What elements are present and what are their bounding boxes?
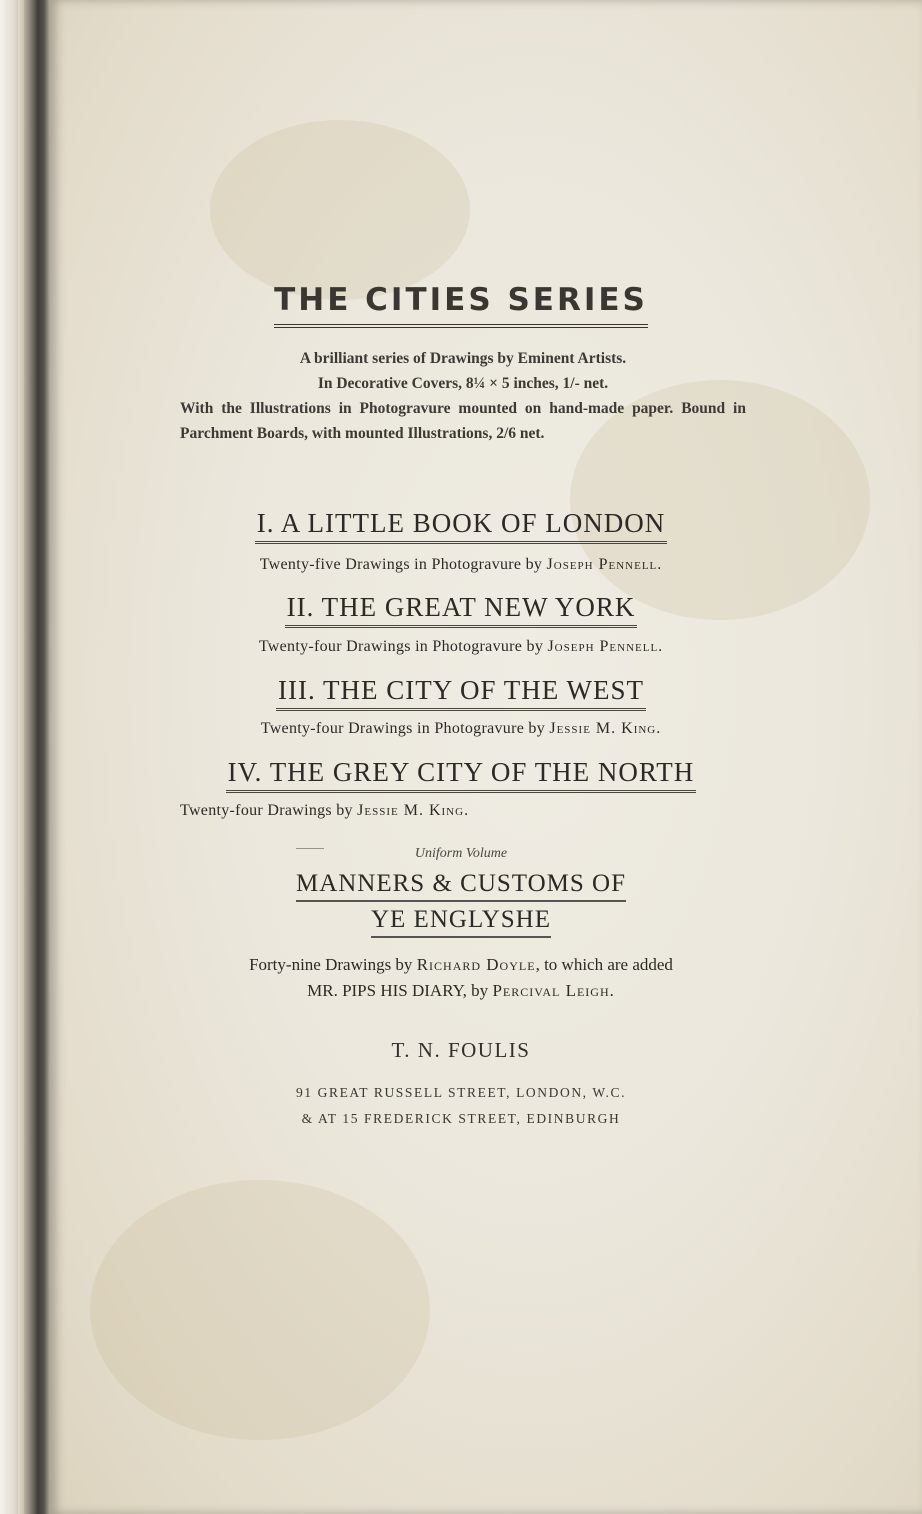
volume-artist: Jessie M. King. bbox=[357, 802, 470, 819]
publisher-address bbox=[0, 1080, 922, 1132]
uniform-artist: Percival Leigh. bbox=[492, 981, 615, 1000]
volume-subtitle bbox=[0, 720, 922, 738]
volume-heading bbox=[0, 592, 922, 628]
volume-artist: Joseph Pennell. bbox=[547, 638, 664, 655]
series-title bbox=[0, 282, 922, 328]
uniform-title-text: YE ENGLYSHE bbox=[371, 906, 551, 938]
uniform-desc-text: Forty-nine Drawings by bbox=[249, 955, 413, 974]
uniform-description-line bbox=[0, 952, 922, 978]
uniform-title-line bbox=[0, 870, 922, 902]
volume-subtitle bbox=[0, 556, 922, 574]
uniform-desc-text: MR. PIPS HIS DIARY, by bbox=[307, 981, 489, 1000]
volume-heading-text: II. THE GREAT NEW YORK bbox=[285, 592, 638, 628]
series-description bbox=[180, 346, 746, 446]
uniform-volume-label-text: Uniform Volume bbox=[414, 846, 508, 861]
uniform-artist: Richard Doyle bbox=[416, 955, 536, 974]
uniform-volume-label bbox=[0, 846, 922, 862]
volume-subtitle bbox=[180, 802, 780, 820]
volume-heading-text: III. THE CITY OF THE WEST bbox=[276, 675, 646, 711]
uniform-desc-text: , to which are added bbox=[535, 955, 673, 974]
address-line: 91 GREAT RUSSELL STREET, LONDON, W.C. bbox=[295, 1085, 627, 1100]
uniform-description-line bbox=[0, 978, 922, 1004]
description-paragraph: With the Illustrations in Photogravure mounted on hand-made paper. Bound in Parchment Boards, with mounted Illustrations, 2/6 net. bbox=[180, 400, 746, 442]
description-line: A brilliant series of Drawings by Eminent Artists. bbox=[299, 350, 627, 367]
uniform-title-text: MANNERS & CUSTOMS OF bbox=[296, 870, 626, 902]
volume-subtitle-text: Twenty-five Drawings in Photogravure by bbox=[259, 556, 543, 573]
publisher-name-text: T. N. FOULIS bbox=[391, 1038, 531, 1062]
volume-heading bbox=[0, 757, 922, 793]
description-line: In Decorative Covers, 8¼ × 5 inches, 1/- net. bbox=[317, 375, 609, 392]
volume-artist: Jessie M. King. bbox=[549, 720, 662, 737]
uniform-description bbox=[0, 952, 922, 1004]
volume-heading-text: IV. THE GREY CITY OF THE NORTH bbox=[226, 757, 697, 793]
volume-subtitle-text: Twenty-four Drawings in Photogravure by bbox=[260, 720, 546, 737]
volume-heading bbox=[0, 675, 922, 711]
volume-heading bbox=[0, 508, 922, 544]
volume-subtitle bbox=[0, 638, 922, 656]
volume-subtitle-text: Twenty-four Drawings by bbox=[180, 802, 353, 819]
volume-subtitle-text: Twenty-four Drawings in Photogravure by bbox=[258, 638, 544, 655]
uniform-title-line bbox=[0, 906, 922, 938]
volume-heading-text: I. A LITTLE BOOK OF LONDON bbox=[255, 508, 667, 544]
publisher-name bbox=[0, 1038, 922, 1063]
address-line: & AT 15 FREDERICK STREET, EDINBURGH bbox=[301, 1111, 621, 1126]
volume-artist: Joseph Pennell. bbox=[546, 556, 663, 573]
series-title-text: THE CITIES SERIES bbox=[274, 282, 648, 328]
